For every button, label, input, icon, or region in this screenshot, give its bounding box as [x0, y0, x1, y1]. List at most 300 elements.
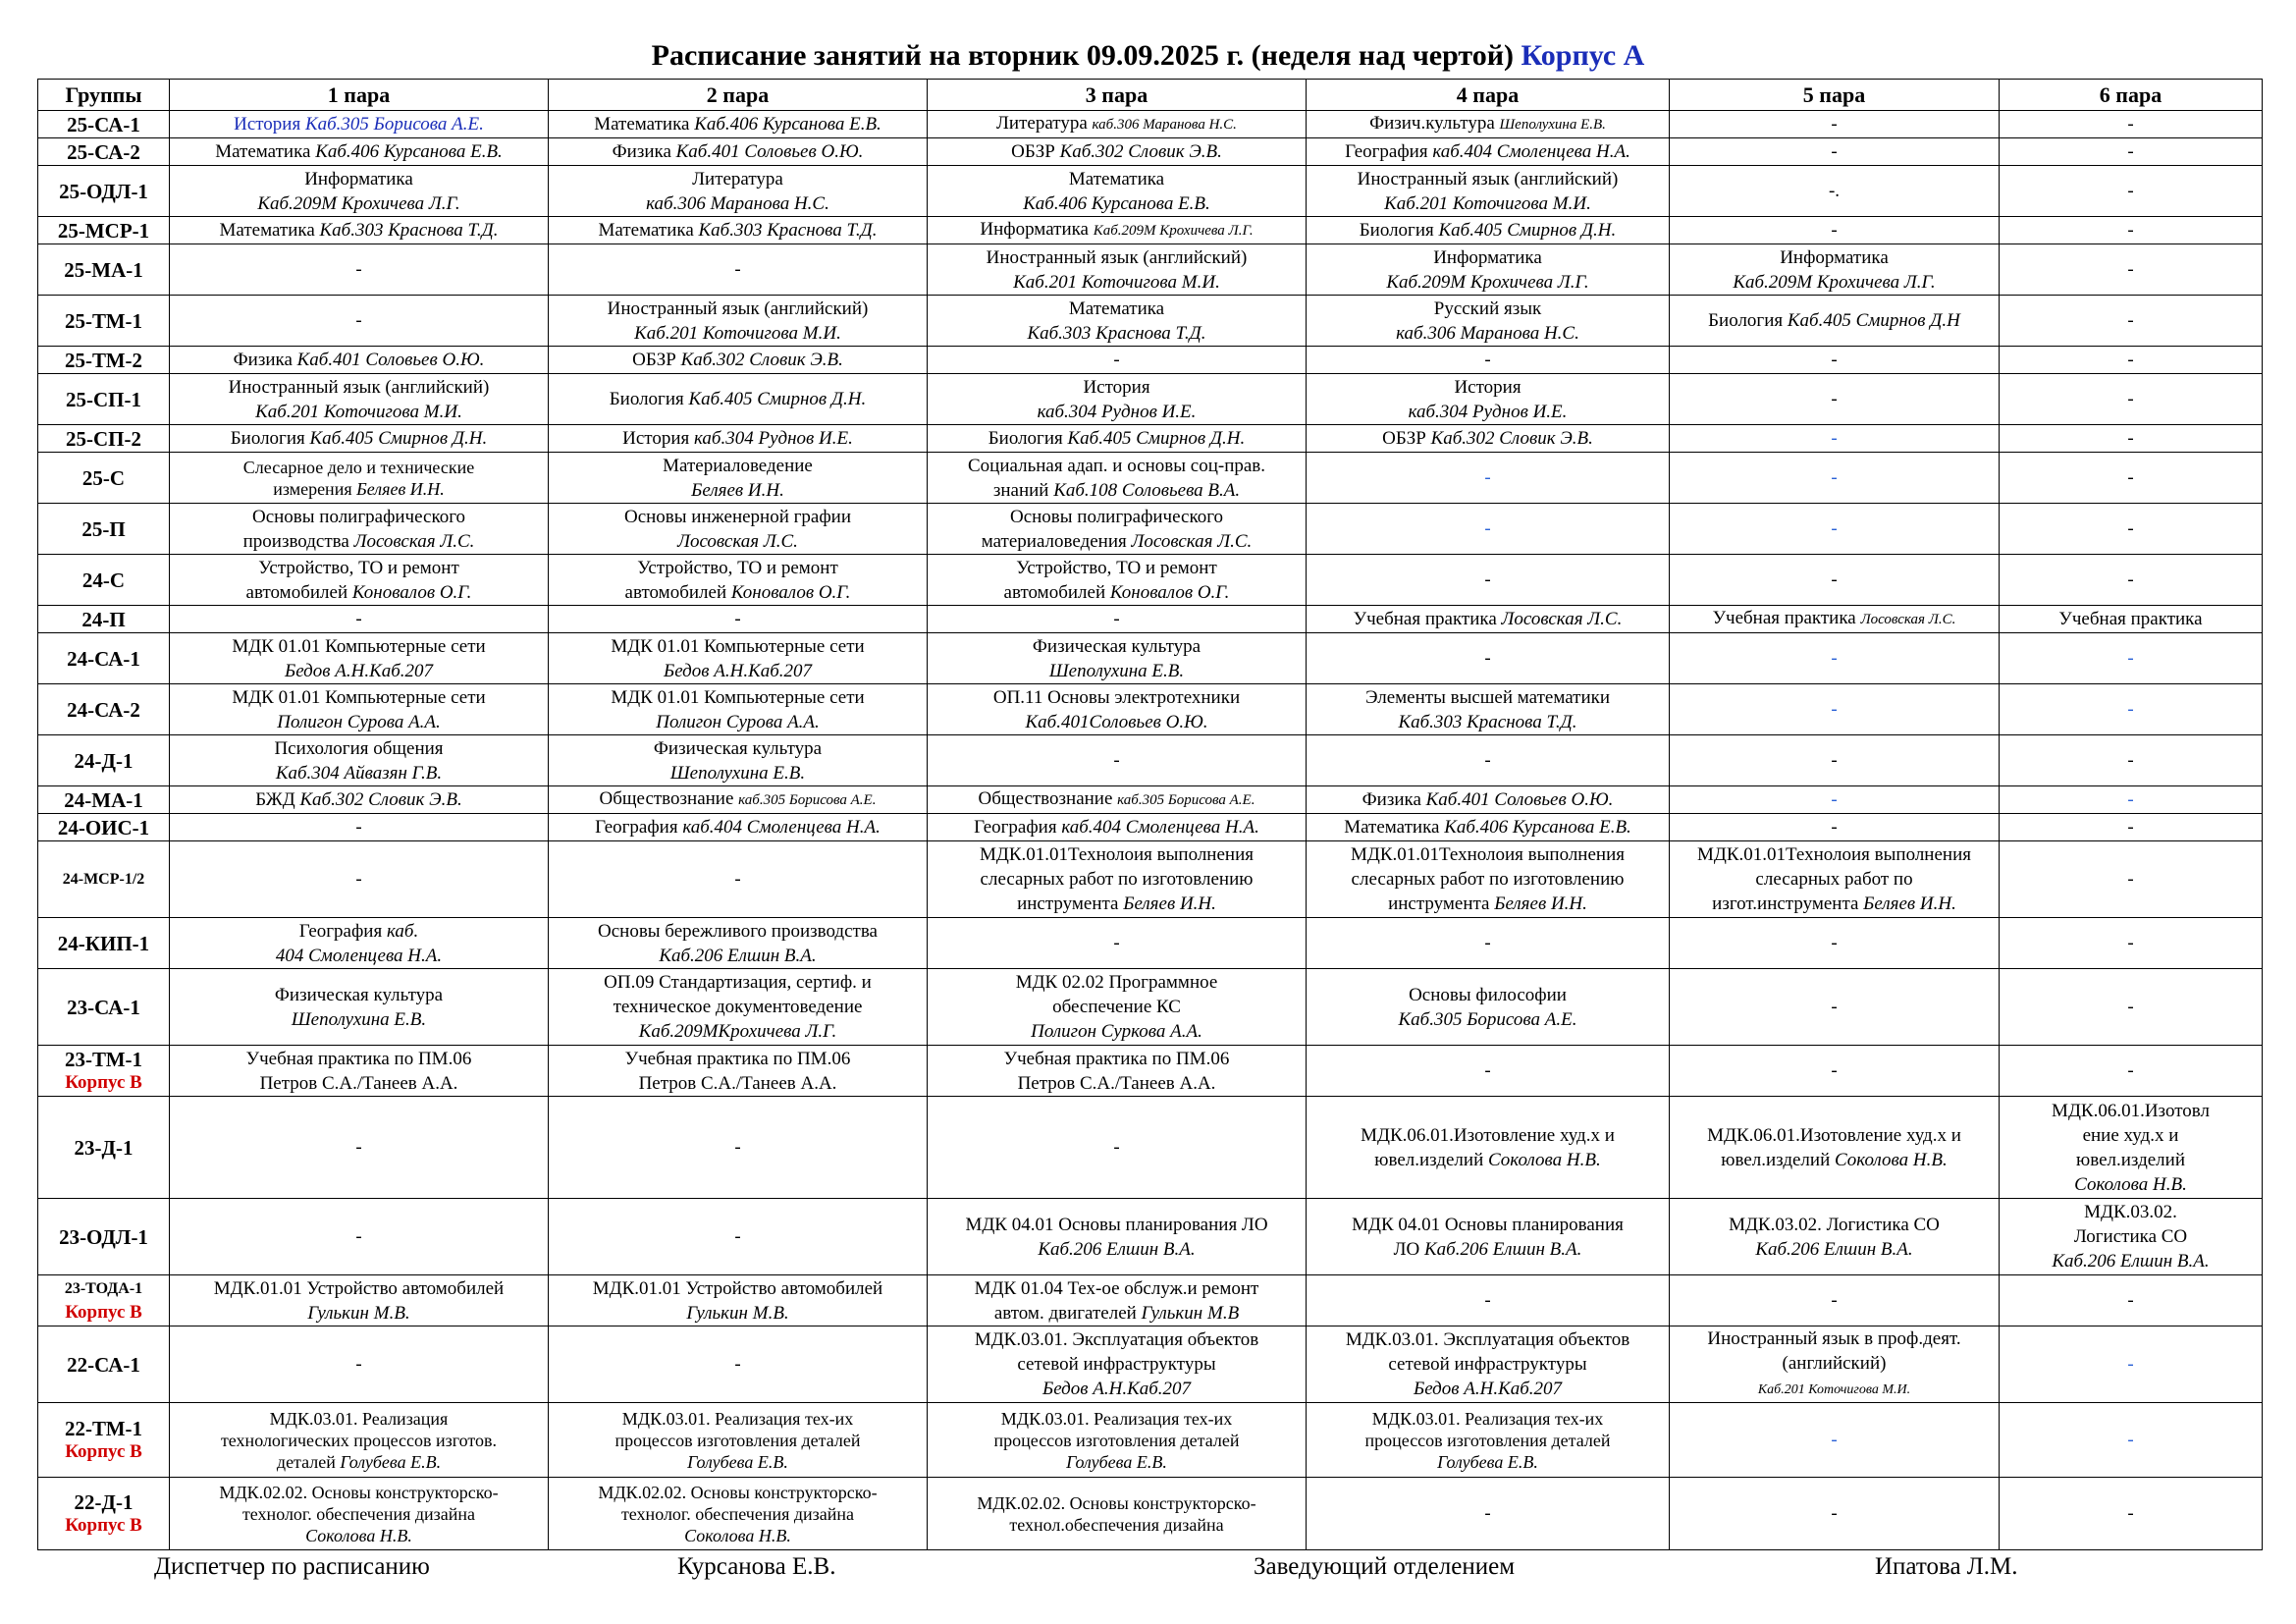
group-name: 24-СА-1: [67, 646, 140, 671]
subject-text: -: [2127, 467, 2134, 488]
group-name: 23-ТМ-1: [64, 1047, 143, 1071]
subject-text: Петров С.А./Танеев А.А.: [259, 1072, 458, 1094]
lesson-cell: [2000, 217, 2263, 244]
lesson-line: [1309, 607, 1666, 631]
lesson-cell: [170, 217, 549, 244]
schedule-row: [38, 918, 2263, 969]
header-period-1: 1 пара: [170, 80, 549, 111]
schedule-row: [38, 296, 2263, 347]
room-teacher-text: Беляев И.Н.: [356, 478, 445, 499]
subject-text: МДК.01.01 Устройство автомобилей: [592, 1277, 883, 1299]
lesson-cell: [928, 504, 1307, 555]
lesson-line: [552, 454, 924, 478]
lesson-line: [173, 191, 545, 216]
room-teacher-text: Каб.405 Смирнов Д.Н.: [1438, 220, 1617, 241]
lesson-line: [931, 270, 1303, 295]
lesson-line: [931, 1492, 1303, 1514]
schedule-row: [38, 633, 2263, 684]
subject-text: -: [734, 1354, 741, 1375]
group-cell: [38, 969, 170, 1046]
lesson-line: [2002, 931, 2259, 955]
lesson-cell: [549, 969, 928, 1046]
lesson-cell: [170, 1046, 549, 1097]
lesson-line: [173, 983, 545, 1007]
subject-text: Физика: [233, 350, 297, 370]
lesson-cell: [1670, 918, 2000, 969]
lesson-cell: [928, 1046, 1307, 1097]
lesson-line: [1309, 400, 1666, 424]
group-cell: [38, 296, 170, 347]
lesson-line: [1673, 308, 1996, 333]
subject-text: Петров С.А./Танеев А.А.: [1017, 1072, 1216, 1094]
header-period-3: 3 пара: [928, 80, 1307, 111]
subject-text: техническое документоведение: [613, 997, 863, 1017]
subject-text: деталей: [276, 1451, 341, 1472]
subject-text: -: [1484, 569, 1491, 590]
lesson-line: [552, 944, 924, 968]
lesson-cell: [170, 504, 549, 555]
subject-text: Иностранный язык (английский): [607, 298, 869, 319]
room-teacher-text: Каб.206 Елшин В.А.: [1755, 1238, 1913, 1260]
room-teacher-text: Гулькин М.В.: [307, 1302, 410, 1324]
subject-text: материаловедения: [981, 530, 1132, 552]
schedule-row: [38, 606, 2263, 633]
subject-text: автомобилей: [1003, 581, 1110, 603]
lesson-line: [1673, 112, 1996, 136]
lesson-cell: [1307, 969, 1670, 1046]
room-teacher-text: Каб.302 Словик Э.В.: [1430, 428, 1593, 449]
lesson-line: [552, 167, 924, 191]
room-teacher-text: Лосовская Л.С.: [677, 530, 798, 552]
lesson-line: [552, 761, 924, 785]
header-row: [38, 80, 2263, 111]
subject-text: технологических процессов изготов.: [220, 1430, 498, 1450]
lesson-cell: [549, 633, 928, 684]
subject-text: Физика: [1362, 789, 1426, 810]
subject-text: ОБЗР: [1011, 141, 1060, 162]
subject-text: -: [355, 259, 362, 280]
lesson-line: [173, 1430, 545, 1451]
lesson-cell: [1307, 244, 1670, 296]
subject-text: Математика: [1068, 168, 1165, 189]
subject-text: процессов изготовления деталей: [993, 1430, 1240, 1450]
campus-note: Корпус В: [65, 1071, 142, 1093]
schedule-row: [38, 735, 2263, 786]
lesson-cell: [549, 244, 928, 296]
lesson-line: [2002, 748, 2259, 773]
room-teacher-text: Каб.406 Курсанова Е.В.: [315, 141, 503, 162]
room-teacher-text: Каб.209МКрохичева Л.Г.: [638, 1021, 837, 1042]
lesson-cell: [928, 138, 1307, 166]
group-name: 25-ТМ-1: [64, 308, 143, 333]
lesson-line: [931, 505, 1303, 529]
subject-text: -: [355, 1354, 362, 1375]
lesson-line: [2002, 516, 2259, 541]
subject-text: История: [1083, 376, 1150, 398]
room-teacher-text: Каб.209М Крохичева Л.Г.: [1093, 223, 1254, 239]
room-teacher-text: Каб.201 Коточигова М.И.: [634, 322, 841, 344]
lesson-line: [931, 1135, 1303, 1160]
room-teacher-text: Шеполухина Е.В.: [1499, 117, 1606, 133]
campus-note: Корпус В: [65, 1301, 142, 1323]
lesson-line: [2002, 308, 2259, 333]
lesson-cell: [1670, 814, 2000, 841]
lesson-cell: [1670, 684, 2000, 735]
room-teacher-text: Полигон Сурова А.А.: [656, 711, 820, 732]
room-teacher-text: Гулькин М.В: [1141, 1302, 1240, 1324]
lesson-cell: [1307, 217, 1670, 244]
lesson-line: [173, 400, 545, 424]
subject-text: Математика: [1068, 298, 1165, 319]
group-cell: [38, 347, 170, 374]
lesson-line: [552, 139, 924, 164]
header-groups: Группы: [38, 80, 170, 111]
group-cell: [38, 1275, 170, 1326]
lesson-line: [2002, 139, 2259, 164]
lesson-line: [931, 111, 1303, 137]
subject-text: Петров С.А./Танеев А.А.: [638, 1072, 837, 1094]
lesson-line: [931, 685, 1303, 710]
group-name: 23-ТОДА-1: [64, 1279, 143, 1297]
lesson-cell: [1307, 296, 1670, 347]
group-name: 25-ТМ-2: [64, 348, 143, 372]
lesson-line: [931, 1377, 1303, 1401]
schedule-row: [38, 684, 2263, 735]
lesson-cell: [928, 166, 1307, 217]
lesson-cell: [1307, 841, 1670, 918]
subject-text: измерения: [273, 478, 357, 499]
lesson-line: [552, 634, 924, 659]
lesson-line: [1673, 867, 1996, 892]
lesson-line: [1309, 867, 1666, 892]
lesson-line: [1673, 245, 1996, 270]
lesson-line: [1673, 646, 1996, 671]
lesson-line: [1309, 1007, 1666, 1032]
room-teacher-text: Соколова Н.В.: [305, 1525, 412, 1545]
lesson-cell: [1670, 1097, 2000, 1199]
lesson-line: [552, 685, 924, 710]
subject-text: ювел.изделий: [2076, 1149, 2185, 1170]
subject-text: МДК.03.01. Эксплуатация объектов: [974, 1329, 1259, 1350]
subject-text: Устройство, ТО и ремонт: [637, 557, 838, 578]
lesson-line: [552, 1482, 924, 1503]
subject-text: МДК.02.02. Основы конструкторско-: [977, 1492, 1256, 1513]
room-teacher-text: Каб.209М Крохичева Л.Г.: [1733, 271, 1936, 293]
subject-text: ОП.11 Основы электротехники: [992, 686, 1241, 708]
room-teacher-text: Гулькин М.В.: [686, 1302, 789, 1324]
subject-text: МДК.02.02. Основы конструкторско-: [219, 1482, 499, 1502]
room-teacher-text: Каб.401 Соловьев О.Ю.: [675, 141, 864, 162]
lesson-line: [2002, 697, 2259, 722]
subject-text: МДК 01.01 Компьютерные сети: [611, 686, 865, 708]
subject-text: -: [2127, 220, 2134, 241]
lesson-line: [931, 454, 1303, 478]
lesson-line: [1309, 815, 1666, 839]
lesson-line: [931, 659, 1303, 683]
lesson-line: [2002, 1352, 2259, 1377]
lesson-line: [552, 786, 924, 813]
lesson-cell: [170, 453, 549, 504]
lesson-line: [1309, 465, 1666, 490]
lesson-line: [173, 787, 545, 812]
subject-text: производства: [242, 530, 354, 552]
subject-text: -: [1831, 141, 1838, 162]
lesson-line: [173, 505, 545, 529]
subject-text: Биология: [988, 428, 1068, 449]
lesson-line: [552, 321, 924, 346]
schedule-row: [38, 1326, 2263, 1403]
subject-text: История: [622, 428, 695, 449]
group-name: 25-МСР-1: [57, 218, 150, 243]
group-name: 24-Д-1: [74, 748, 133, 773]
lesson-line: [931, 607, 1303, 631]
group-cell: [38, 453, 170, 504]
lesson-line: [173, 167, 545, 191]
subject-text: -: [1831, 1060, 1838, 1081]
room-teacher-text: Лосовская Л.С.: [353, 530, 475, 552]
subject-text: МДК.02.02. Основы конструкторско-: [598, 1482, 878, 1502]
group-cell: [38, 217, 170, 244]
lesson-line: [1309, 646, 1666, 671]
subject-text: МДК.06.01.Изотовл: [2052, 1100, 2210, 1121]
lesson-line: [2002, 646, 2259, 671]
room-teacher-text: Коновалов О.Г.: [730, 581, 851, 603]
subject-text: -: [1831, 997, 1838, 1017]
room-teacher-text: Каб.209М Крохичева Л.Г.: [1386, 271, 1589, 293]
subject-text: -: [2127, 817, 2134, 838]
lesson-line: [2002, 112, 2259, 136]
lesson-cell: [170, 1275, 549, 1326]
subject-text: Литература: [996, 113, 1093, 134]
subject-text: МДК.03.01. Реализация: [269, 1408, 449, 1429]
lesson-cell: [1670, 606, 2000, 633]
lesson-line: [173, 580, 545, 605]
room-teacher-text: Каб.405 Смирнов Д.Н.: [1067, 428, 1246, 449]
lesson-line: [1309, 892, 1666, 916]
lesson-cell: [1307, 138, 1670, 166]
lesson-cell: [1307, 555, 1670, 606]
subject-text: БЖД: [255, 789, 300, 810]
lesson-line: [552, 1352, 924, 1377]
lesson-cell: [170, 1199, 549, 1275]
group-name: 22-ТМ-1: [64, 1416, 143, 1440]
lesson-cell: [549, 814, 928, 841]
subject-text: -: [2127, 310, 2134, 331]
subject-text: География: [1345, 141, 1433, 162]
subject-text: -: [1831, 350, 1838, 370]
lesson-cell: [928, 1097, 1307, 1199]
lesson-line: [1673, 892, 1996, 916]
subject-text: слесарных работ по: [1755, 869, 1913, 890]
lesson-line: [1309, 1148, 1666, 1172]
subject-text: -: [1831, 389, 1838, 409]
subject-text: слесарных работ по изготовлению: [980, 869, 1254, 890]
lesson-line: [1309, 1288, 1666, 1313]
lesson-line: [931, 375, 1303, 400]
subject-text: Иностранный язык (английский): [1357, 168, 1619, 189]
lesson-line: [931, 1071, 1303, 1096]
dispatcher-label: Диспетчер по расписанию: [154, 1553, 430, 1580]
lesson-cell: [2000, 453, 2263, 504]
room-teacher-text: Каб.405 Смирнов Д.Н: [1787, 310, 1960, 331]
schedule-row: [38, 504, 2263, 555]
subject-text: Русский язык: [1433, 298, 1542, 319]
lesson-line: [1309, 1430, 1666, 1451]
lesson-cell: [2000, 814, 2263, 841]
group-cell: [38, 138, 170, 166]
lesson-cell: [928, 735, 1307, 786]
subject-text: Биология: [609, 389, 689, 409]
lesson-cell: [2000, 111, 2263, 138]
subject-text: -: [355, 609, 362, 629]
lesson-cell: [170, 1403, 549, 1478]
lesson-line: [1309, 1451, 1666, 1473]
subject-text: -: [1831, 220, 1838, 241]
room-teacher-text: каб.306 Маранова Н.С.: [646, 192, 829, 214]
lesson-line: [1673, 568, 1996, 592]
schedule-row: [38, 1478, 2263, 1550]
lesson-cell: [1670, 735, 2000, 786]
subject-text: Физика: [612, 141, 676, 162]
lesson-line: [2002, 815, 2259, 839]
subject-text: Математика: [598, 220, 699, 241]
subject-text: Информатика: [980, 219, 1094, 240]
lesson-cell: [2000, 1275, 2263, 1326]
lesson-line: [173, 348, 545, 372]
lesson-cell: [170, 735, 549, 786]
lesson-line: [173, 1224, 545, 1249]
subject-text: -: [2127, 181, 2134, 201]
subject-text: МДК 01.01 Компьютерные сети: [232, 686, 486, 708]
lesson-line: [1309, 218, 1666, 243]
lesson-line: [173, 1503, 545, 1525]
lesson-cell: [1307, 1199, 1670, 1275]
lesson-cell: [2000, 735, 2263, 786]
room-teacher-text: Каб.201 Коточигова М.И.: [255, 401, 462, 422]
subject-text: сетевой инфраструктуры: [1388, 1354, 1587, 1375]
lesson-line: [2002, 607, 2259, 631]
lesson-cell: [1307, 1403, 1670, 1478]
lesson-line: [2002, 995, 2259, 1019]
lesson-cell: [928, 1199, 1307, 1275]
room-teacher-text: каб.304 Руднов И.Е.: [1037, 401, 1197, 422]
lesson-cell: [1670, 111, 2000, 138]
lesson-line: [2002, 387, 2259, 411]
lesson-line: [1673, 697, 1996, 722]
lesson-line: [552, 1503, 924, 1525]
lesson-cell: [549, 1403, 928, 1478]
lesson-line: [2002, 465, 2259, 490]
lesson-line: [173, 659, 545, 683]
group-cell: [38, 374, 170, 425]
subject-text: -: [1831, 648, 1838, 669]
subject-text: ОБЗР: [1382, 428, 1431, 449]
lesson-line: [552, 191, 924, 216]
lesson-cell: [549, 166, 928, 217]
header-period-6: 6 пара: [2000, 80, 2263, 111]
subject-text: -: [1484, 1060, 1491, 1081]
lesson-line: [1673, 516, 1996, 541]
lesson-line: [931, 556, 1303, 580]
room-teacher-text: каб.304 Руднов И.Е.: [694, 428, 853, 449]
group-cell: [38, 425, 170, 453]
lesson-cell: [928, 1403, 1307, 1478]
lesson-cell: [1670, 633, 2000, 684]
lesson-line: [552, 919, 924, 944]
lesson-cell: [1670, 1326, 2000, 1403]
lesson-line: [173, 478, 545, 500]
lesson-line: [1673, 1237, 1996, 1262]
lesson-line: [552, 297, 924, 321]
group-name: 24-ОИС-1: [57, 815, 150, 839]
lesson-cell: [549, 841, 928, 918]
room-teacher-text: Каб.406 Курсанова Е.В.: [1023, 192, 1210, 214]
lesson-cell: [549, 1097, 928, 1199]
lesson-line: [173, 529, 545, 554]
subject-text: -: [2127, 389, 2134, 409]
subject-text: -: [1484, 750, 1491, 771]
group-name: 22-СА-1: [67, 1352, 140, 1377]
subject-text: -: [1831, 789, 1838, 810]
lesson-cell: [170, 347, 549, 374]
lesson-cell: [170, 555, 549, 606]
lesson-line: [931, 1213, 1303, 1237]
lesson-cell: [170, 841, 549, 918]
lesson-line: [931, 867, 1303, 892]
lesson-cell: [2000, 347, 2263, 374]
group-cell: [38, 244, 170, 296]
subject-text: Обществознание: [978, 788, 1118, 809]
lesson-cell: [1307, 504, 1670, 555]
subject-text: -: [734, 869, 741, 890]
lesson-line: [173, 1047, 545, 1071]
head-label: Заведующий отделением: [1254, 1553, 1516, 1580]
lesson-line: [931, 167, 1303, 191]
group-name: 23-СА-1: [67, 995, 140, 1019]
room-teacher-text: Голубева Е.В.: [1066, 1451, 1167, 1472]
lesson-line: [1673, 995, 1996, 1019]
lesson-cell: [2000, 374, 2263, 425]
lesson-cell: [2000, 244, 2263, 296]
subject-text: -: [1113, 350, 1120, 370]
lesson-cell: [549, 217, 928, 244]
group-name: 24-П: [81, 607, 126, 631]
subject-text: Основы бережливого производства: [598, 920, 878, 942]
lesson-line: [552, 1047, 924, 1071]
lesson-cell: [170, 786, 549, 814]
subject-text: Иностранный язык (английский): [986, 246, 1248, 268]
group-name: 22-Д-1: [74, 1489, 133, 1514]
subject-text: -: [1831, 518, 1838, 539]
subject-text: Иностранный язык в проф.деят.: [1707, 1328, 1961, 1349]
subject-text: Учебная практика по ПМ.06: [245, 1048, 472, 1069]
subject-text: ение худ.х и: [2082, 1124, 2179, 1146]
lesson-line: [931, 1430, 1303, 1451]
subject-text: -: [2127, 1503, 2134, 1524]
schedule-row: [38, 555, 2263, 606]
room-teacher-text: каб.305 Борисова А.Е.: [738, 792, 877, 808]
footer-signatures: [0, 1553, 2296, 1593]
campus-note: Корпус В: [65, 1514, 142, 1536]
lesson-cell: [928, 425, 1307, 453]
lesson-line: [2002, 1501, 2259, 1526]
lesson-line: [1309, 191, 1666, 216]
lesson-line: [1309, 139, 1666, 164]
group-cell: [38, 166, 170, 217]
subject-text: инструмента: [1388, 893, 1495, 914]
lesson-cell: [2000, 504, 2263, 555]
lesson-cell: [1670, 841, 2000, 918]
